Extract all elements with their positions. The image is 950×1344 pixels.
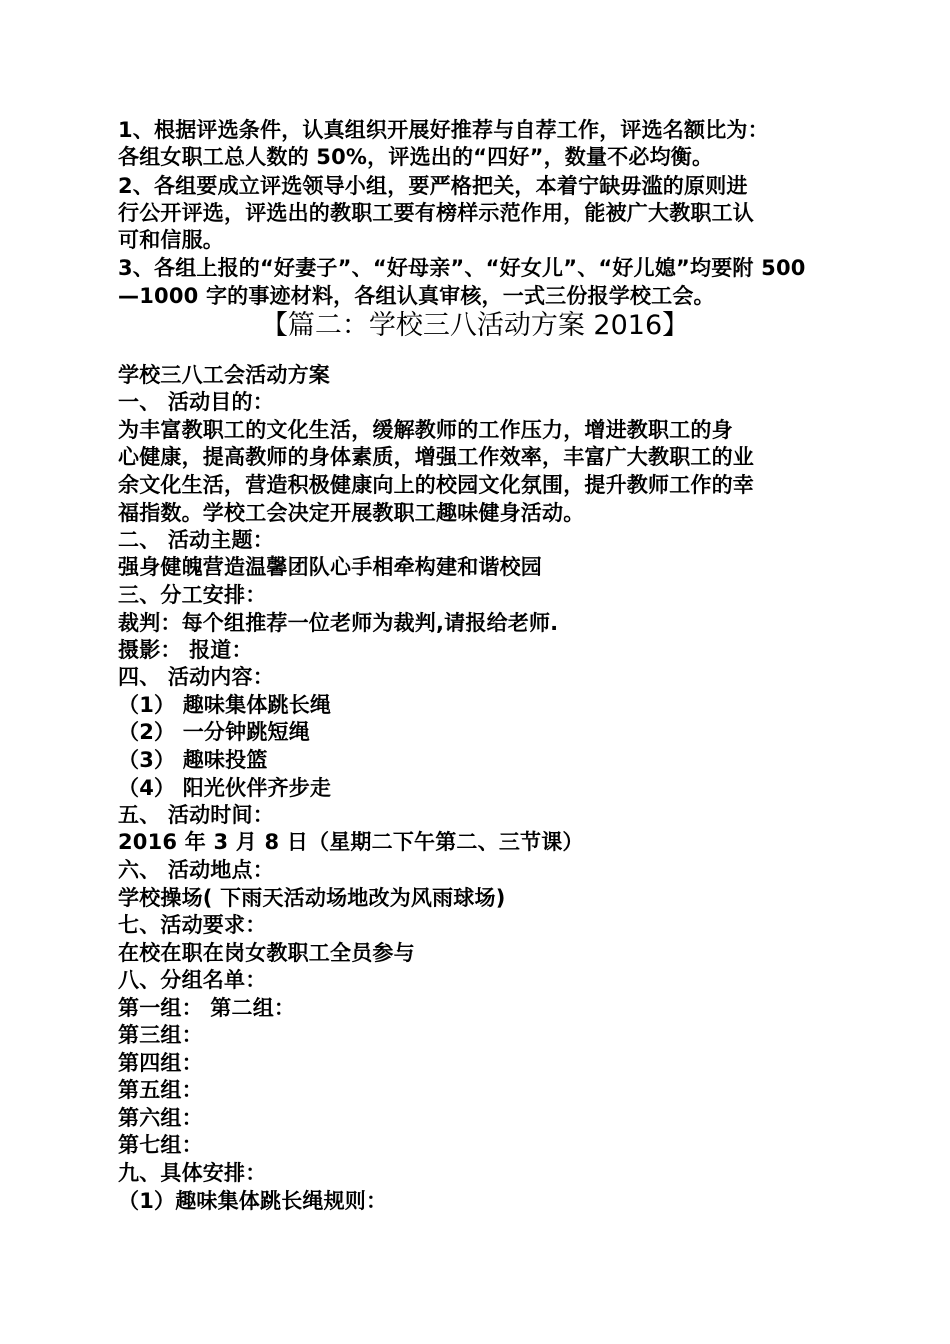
section-title: 【篇二：学校三八活动方案 2016】 <box>260 310 690 341</box>
section-3-referee: 裁判：每个组推荐一位老师为裁判,请报给老师. <box>118 611 559 635</box>
group-row: 第五组： <box>118 1078 203 1102</box>
item3-line2: —1000 字的事迹材料，各组认真审核，一式三份报学校工会。 <box>118 284 715 308</box>
group-row: 第三组： <box>118 1023 203 1047</box>
item2-line2: 行公开评选，评选出的教职工要有榜样示范作用，能被广大教职工认 <box>118 201 754 225</box>
section-1-line4: 福指数。学校工会决定开展教职工趣味健身活动。 <box>118 501 585 525</box>
item2-line3: 可和信服。 <box>118 228 224 252</box>
section-4-item: （4） 阳光伙伴齐步走 <box>118 776 332 800</box>
section-1-line2: 心健康，提高教师的身体素质，增强工作效率，丰富广大教职工的业 <box>118 445 754 469</box>
section-4-item: （1） 趣味集体跳长绳 <box>118 693 332 717</box>
group-row: 第六组： <box>118 1106 203 1130</box>
plan-heading: 学校三八工会活动方案 <box>118 363 330 387</box>
section-2-text: 强身健魄营造温馨团队心手相牵构建和谐校园 <box>118 555 542 579</box>
item1-line2: 各组女职工总人数的 50%，评选出的“四好”，数量不必均衡。 <box>118 145 714 169</box>
section-7-text: 在校在职在岗女教职工全员参与 <box>118 941 415 965</box>
section-6-text: 学校操场( 下雨天活动场地改为风雨球场) <box>118 886 506 910</box>
section-6-title: 六、 活动地点： <box>118 858 274 882</box>
section-1-line3: 余文化生活，营造积极健康向上的校园文化氛围，提升教师工作的幸 <box>118 473 754 497</box>
section-5-title: 五、 活动时间： <box>118 803 274 827</box>
section-1-title: 一、 活动目的： <box>118 390 274 414</box>
section-4-title: 四、 活动内容： <box>118 665 274 689</box>
section-2-title: 二、 活动主题： <box>118 528 274 552</box>
group-row: 第四组： <box>118 1051 203 1075</box>
section-4-item: （3） 趣味投篮 <box>118 748 268 772</box>
section-3-photo: 摄影： 报道： <box>118 638 253 662</box>
section-9-item1: （1）趣味集体跳长绳规则： <box>118 1189 388 1213</box>
section-3-title: 三、分工安排： <box>118 583 267 607</box>
group-row: 第一组： 第二组： <box>118 996 296 1020</box>
section-9-title: 九、具体安排： <box>118 1161 267 1185</box>
item2-line1: 2、各组要成立评选领导小组，要严格把关，本着宁缺毋滥的原则进 <box>118 174 748 198</box>
section-4-item: （2） 一分钟跳短绳 <box>118 720 310 744</box>
item3-line1: 3、各组上报的“好妻子”、“好母亲”、“好女儿”、“好儿媳”均要附 500 <box>118 256 806 280</box>
item1-line1: 1、根据评选条件，认真组织开展好推荐与自荐工作，评选名额比为： <box>118 118 769 142</box>
group-row: 第七组： <box>118 1133 203 1157</box>
section-7-title: 七、活动要求： <box>118 913 267 937</box>
section-8-title: 八、分组名单： <box>118 968 267 992</box>
section-1-line1: 为丰富教职工的文化生活，缓解教师的工作压力，增进教职工的身 <box>118 418 733 442</box>
section-5-text: 2016 年 3 月 8 日（星期二下午第二、三节课） <box>118 830 584 854</box>
